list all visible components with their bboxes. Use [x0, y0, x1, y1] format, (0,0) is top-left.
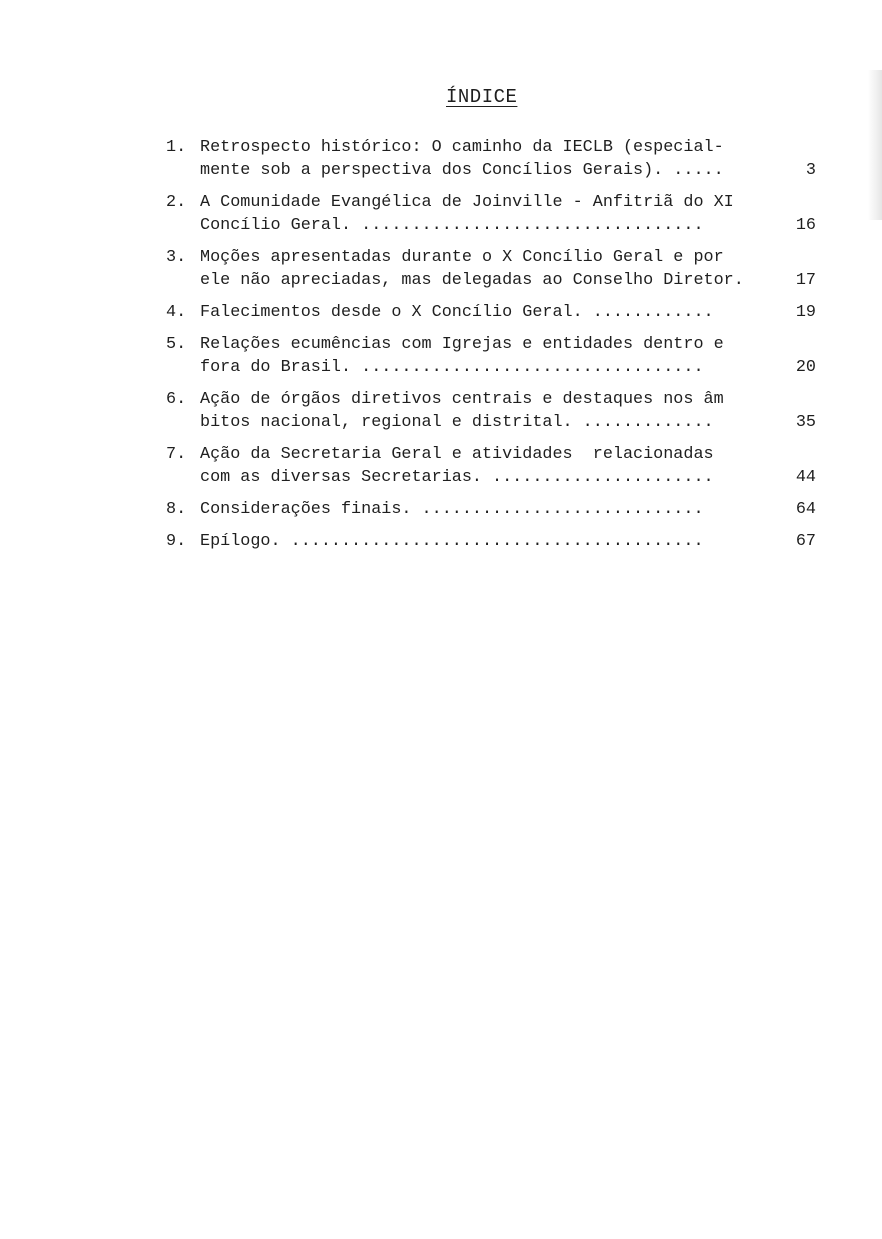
toc-entry-title: Considerações finais. ............................	[200, 500, 704, 519]
toc-entry	[166, 388, 816, 434]
toc-entry-number: 1.	[166, 138, 187, 157]
toc-entry-number: 6.	[166, 390, 187, 409]
toc-entry-number: 9.	[166, 532, 187, 551]
toc-entry	[166, 530, 816, 553]
page-edge-shadow	[868, 70, 882, 220]
toc-entry-title: Ação de órgãos diretivos centrais e destaques nos âm bitos nacional, regional e distrital. .............	[200, 390, 724, 432]
toc-entry-title: Retrospecto histórico: O caminho da IECLB (especial- mente sob a perspectiva dos Concílios Gerais). .....	[200, 138, 724, 180]
toc-entry-page: 20	[795, 358, 816, 377]
toc-entry-page: 44	[795, 468, 816, 487]
toc-entry-page: 67	[795, 532, 816, 551]
toc-entry-title: Relações ecumências com Igrejas e entidades dentro e fora do Brasil. ..................................	[200, 335, 724, 377]
toc-entry-title: Falecimentos desde o X Concílio Geral. ............	[200, 303, 714, 322]
toc-entry-page: 3	[805, 161, 816, 180]
toc-entry-page: 16	[795, 216, 816, 235]
toc-entry-page: 19	[795, 303, 816, 322]
page-title: ÍNDICE	[446, 86, 518, 108]
toc-entry	[166, 136, 816, 182]
toc-entry-title: Epílogo. .........................................	[200, 532, 704, 551]
toc-entry	[166, 498, 816, 521]
toc-entry-number: 4.	[166, 303, 187, 322]
toc-entry	[166, 443, 816, 489]
toc-entry-title: A Comunidade Evangélica de Joinville - Anfitriã do XI Concílio Geral. ..................................	[200, 193, 734, 235]
toc-entry-number: 5.	[166, 335, 187, 354]
toc-entry-title: Ação da Secretaria Geral e atividades relacionadas com as diversas Secretarias. ......................	[200, 445, 714, 487]
toc-entry-page: 35	[795, 413, 816, 432]
toc-entry-number: 3.	[166, 248, 187, 267]
toc-entry	[166, 191, 816, 237]
toc-entry-number: 7.	[166, 445, 187, 464]
toc-entry	[166, 246, 816, 292]
table-of-contents	[166, 136, 816, 562]
toc-entry-number: 2.	[166, 193, 187, 212]
toc-entry-title: Moções apresentadas durante o X Concílio Geral e por ele não apreciadas, mas delegadas ao Conselho Diretor.	[200, 248, 744, 290]
toc-entry-page: 17	[795, 271, 816, 290]
toc-entry	[166, 301, 816, 324]
toc-entry	[166, 333, 816, 379]
toc-entry-number: 8.	[166, 500, 187, 519]
toc-entry-page: 64	[795, 500, 816, 519]
